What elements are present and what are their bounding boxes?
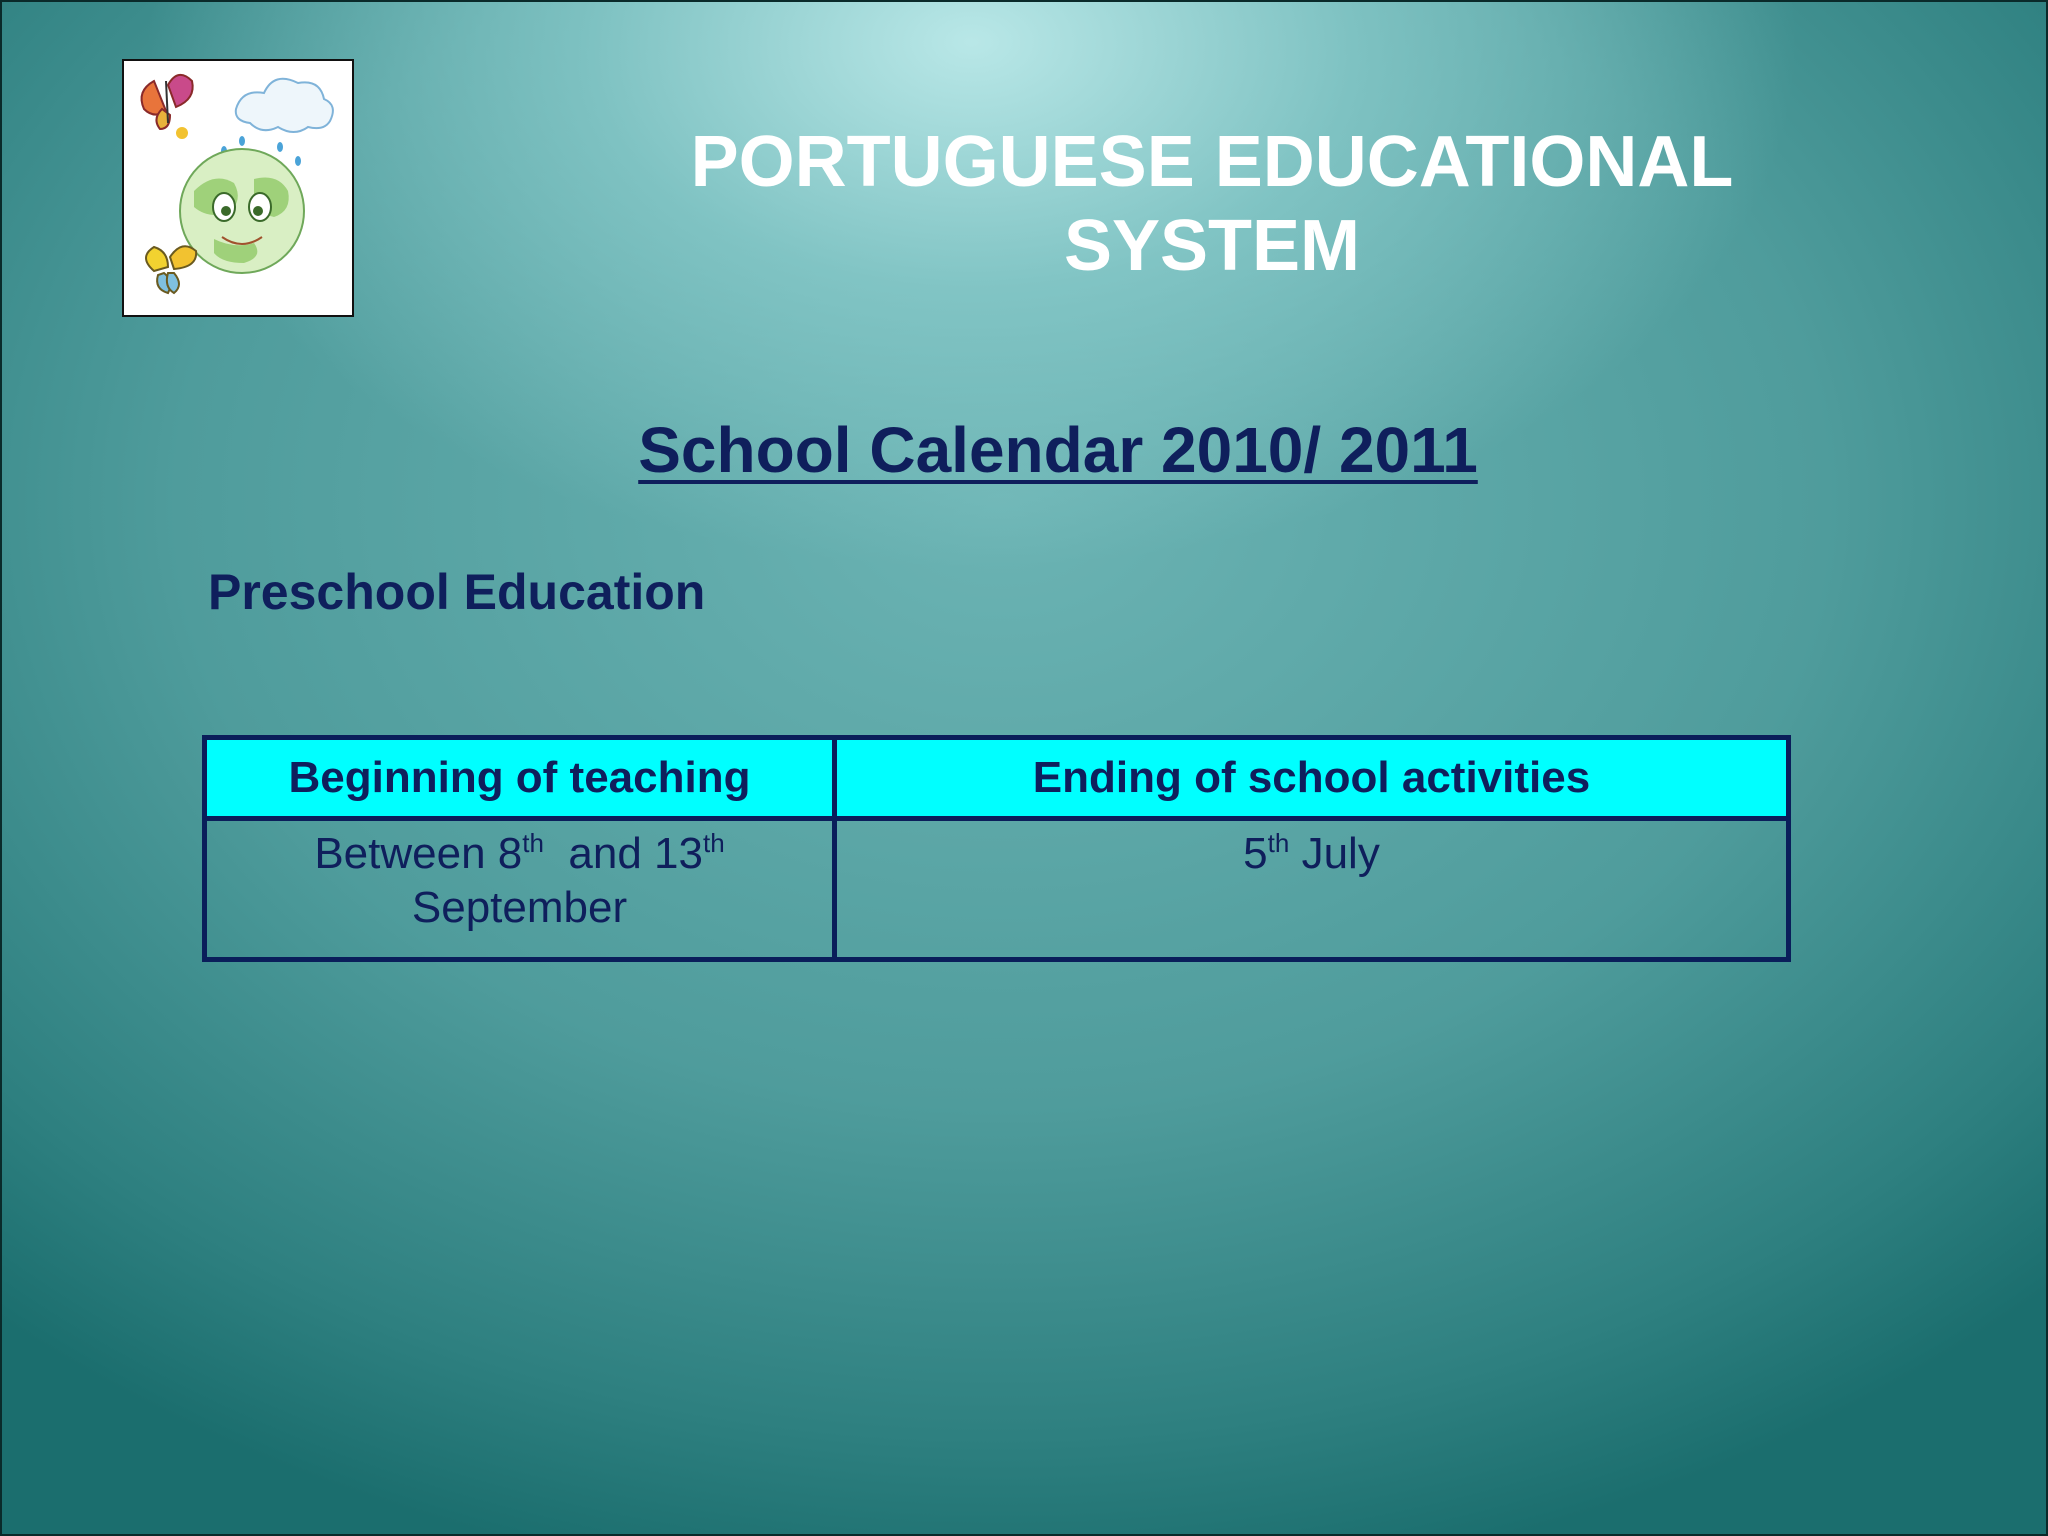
table-header-row xyxy=(205,738,1789,819)
cell-beginning xyxy=(205,819,835,960)
beginning-text-1: Between 8 xyxy=(314,829,523,878)
title-line-2: SYSTEM xyxy=(1063,206,1361,286)
header-ending: Ending of school activities xyxy=(835,738,1789,819)
ending-text-1: 5 xyxy=(1243,829,1268,878)
beginning-sup-1: th xyxy=(522,828,544,858)
header-beginning: Beginning of teaching xyxy=(205,738,835,819)
beginning-text-2: and 13 xyxy=(543,829,703,878)
earth-butterflies-icon xyxy=(124,61,352,315)
calendar-title: School Calendar 2010/ 2011 xyxy=(638,414,1478,486)
comenius-logo xyxy=(122,59,354,317)
page-title xyxy=(562,120,1862,288)
calendar-table xyxy=(202,735,1791,962)
beginning-text-3: September xyxy=(411,883,628,932)
title-line-1: PORTUGUESE EDUCATIONAL xyxy=(690,122,1734,202)
beginning-sup-2: th xyxy=(702,828,725,858)
ending-sup-1: th xyxy=(1267,828,1290,858)
ending-text-2: July xyxy=(1289,829,1380,878)
section-heading: Preschool Education xyxy=(208,564,706,620)
table-row xyxy=(205,819,1789,960)
cell-ending xyxy=(835,819,1789,960)
